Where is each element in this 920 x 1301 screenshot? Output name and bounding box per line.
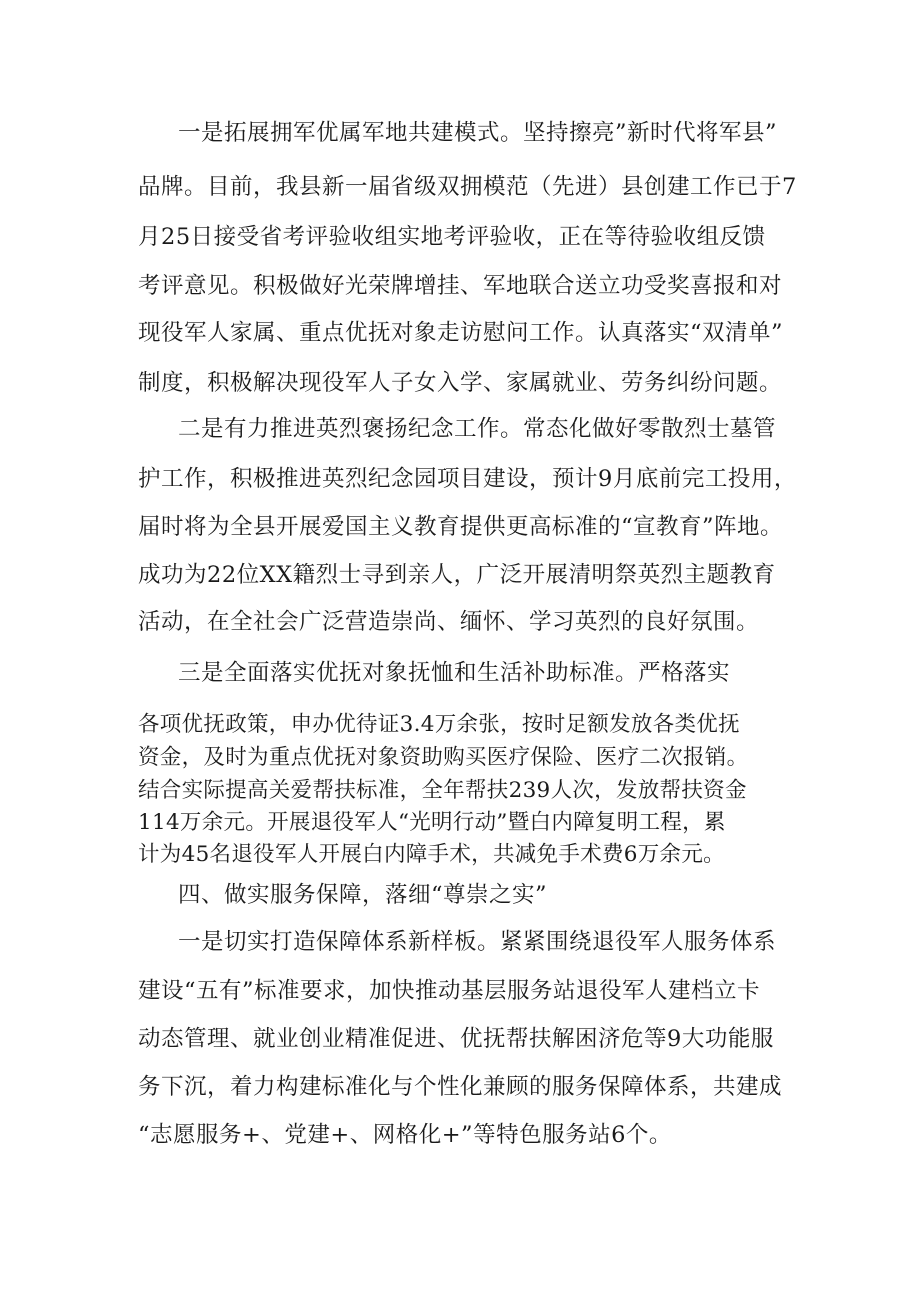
text-line: 现役军人家属、重点优抚对象走访慰问工作。认真落实“双清单” bbox=[138, 320, 784, 346]
text-line: 务下沉，着力构建标准化与个性化兼顾的服务保障体系，共建成 bbox=[138, 1074, 783, 1100]
text-line: 结合实际提高关爱帮扶标准，全年帮扶239人次，发放帮扶资金 bbox=[138, 778, 747, 803]
text-line: 成功为22位XX籍烈士寻到亲人，广泛开展清明祭英烈主题教育 bbox=[138, 562, 776, 588]
text-line: 一是切实打造保障体系新样板。紧紧围绕退役军人服务体系 bbox=[178, 929, 777, 955]
text-line: 考评意见。积极做好光荣牌增挂、军地联合送立功受奖喜报和对 bbox=[138, 273, 783, 299]
text-line: 计为45名退役军人开展白内障手术，共减免手术费6万余元。 bbox=[138, 842, 725, 867]
text-line: 护工作，积极推进英烈纪念园项目建设，预计9月底前完工投用， bbox=[138, 466, 797, 492]
text-line: 一是拓展拥军优属军地共建模式。坚持擦亮”新时代将军县” bbox=[178, 120, 778, 146]
text-line: 月25日接受省考评验收组实地考评验收，正在等待验收组反馈 bbox=[138, 224, 766, 250]
text-line: 三是全面落实优抚对象抚恤和生活补助标准。严格落实 bbox=[178, 660, 731, 686]
text-line: “志愿服务+、党建+、网格化+”等特色服务站6个。 bbox=[138, 1122, 672, 1148]
text-line: 活动，在全社会广泛营造崇尚、缅怀、学习英烈的良好氛围。 bbox=[138, 609, 760, 635]
text-line: 二是有力推进英烈褒扬纪念工作。常态化做好零散烈士墓管 bbox=[178, 416, 777, 442]
text-line: 品牌。目前，我县新一届省级双拥模范（先进）县创建工作已于7 bbox=[138, 174, 797, 200]
text-line: 114万余元。开展退役军人“光明行动”暨白内障复明工程，累 bbox=[138, 810, 726, 835]
text-line: 制度，积极解决现役军人子女入学、家属就业、劳务纠纷问题。 bbox=[138, 370, 783, 396]
text-line: 各项优抚政策，申办优待证3.4万余张，按时足额发放各类优抚 bbox=[138, 712, 740, 737]
heading-line: 四、做实服务保障，落细“尊崇之实” bbox=[178, 882, 548, 908]
text-line: 资金，及时为重点优抚对象资助购买医疗保险、医疗二次报销。 bbox=[138, 745, 749, 770]
text-line: 届时将为全县开展爱国主义教育提供更高标准的“宣教育”阵地。 bbox=[138, 514, 784, 540]
text-line: 动态管理、就业创业精准促进、优抚帮扶解困济危等9大功能服 bbox=[138, 1026, 774, 1052]
text-line: 建设“五有”标准要求，加快推动基层服务站退役军人建档立卡 bbox=[138, 978, 761, 1004]
